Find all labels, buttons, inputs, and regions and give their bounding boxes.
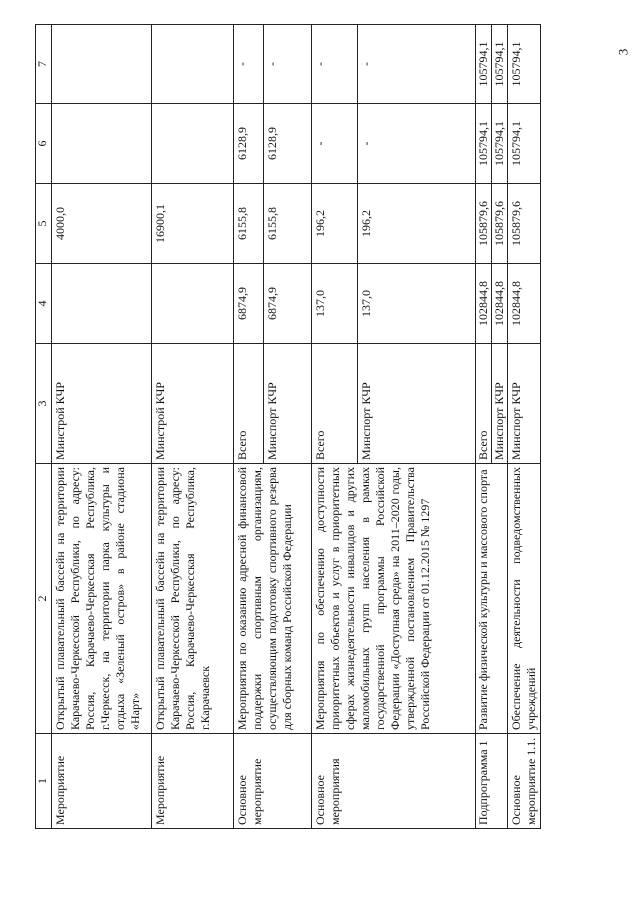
col-header: 4 <box>36 264 52 344</box>
row-value <box>52 25 152 104</box>
row-value: 16900,1 <box>152 184 234 264</box>
row-type: Мероприятие <box>152 734 234 829</box>
row-value: 137,0 <box>358 264 476 344</box>
table-row <box>312 25 358 829</box>
row-value: 6874,9 <box>264 264 312 344</box>
row-executor: Минстрой КЧР <box>52 344 152 464</box>
row-value: 6155,8 <box>264 184 312 264</box>
row-executor: Минспорт КЧР <box>508 344 541 464</box>
row-type: Основное мероприятия <box>312 734 476 829</box>
row-value: 137,0 <box>312 264 358 344</box>
row-value <box>52 104 152 184</box>
rotated-page <box>35 25 570 829</box>
row-executor: Минстрой КЧР <box>152 344 234 464</box>
row-value: 6128,9 <box>234 104 264 184</box>
table-row <box>52 25 152 829</box>
row-description: Развитие физической культуры и массового спорта <box>476 464 508 734</box>
row-value <box>152 264 234 344</box>
table-row <box>152 25 234 829</box>
row-value: - <box>234 25 264 104</box>
table-row <box>508 25 541 829</box>
row-type: Мероприятие <box>52 734 152 829</box>
row-value: - <box>264 25 312 104</box>
budget-table <box>35 24 541 829</box>
row-value: - <box>312 104 358 184</box>
row-value: 102844,8 <box>492 264 508 344</box>
row-executor: Всего <box>476 344 492 464</box>
row-value: 196,2 <box>358 184 476 264</box>
row-value: 6155,8 <box>234 184 264 264</box>
row-executor: Минспорт КЧР <box>492 344 508 464</box>
page-number: 3 <box>615 48 631 56</box>
row-value <box>152 25 234 104</box>
row-description: Обеспечение деятельности подведомственных учреждений <box>508 464 541 734</box>
row-value: 102844,8 <box>476 264 492 344</box>
row-type: Подпрограмма 1 <box>476 734 508 829</box>
row-value: 105879,6 <box>492 184 508 264</box>
row-value: 4000,0 <box>52 184 152 264</box>
row-description: Открытый плавательный бассейн на территории Карачаево-Черкесской Республики, по адресу: Россия, Карачаево-Черкесская Республика, г.Черкесск, на территории парка культуры и отдыха «Зеленый остров» в районе стадиона «Нарт» <box>52 464 152 734</box>
row-value: 6128,9 <box>264 104 312 184</box>
row-value: 105794,1 <box>492 25 508 104</box>
row-value: 105794,1 <box>492 104 508 184</box>
row-type: Основное мероприятие <box>234 734 312 829</box>
row-value: 196,2 <box>312 184 358 264</box>
row-value: - <box>312 25 358 104</box>
row-executor: Минспорт КЧР <box>358 344 476 464</box>
col-header: 2 <box>36 464 52 734</box>
row-description: Мероприятия по оказанию адресной финансовой поддержки спортивным организациям, осуществляющим подготовку спортивного резерва для сборных команд Российской Федерации <box>234 464 312 734</box>
col-header: 6 <box>36 104 52 184</box>
row-value <box>52 264 152 344</box>
row-value: 105879,6 <box>508 184 541 264</box>
col-header: 3 <box>36 344 52 464</box>
table-row <box>476 25 492 829</box>
row-executor: Всего <box>312 344 358 464</box>
row-value: 105794,1 <box>508 104 541 184</box>
row-value: 102844,8 <box>508 264 541 344</box>
col-header: 5 <box>36 184 52 264</box>
row-value: - <box>358 104 476 184</box>
col-header: 1 <box>36 734 52 829</box>
row-description: Открытый плавательный бассейн на территории Карачаево-Черкесской Республики, по адресу: Россия, Карачаево-Черкесская Республика, г.Карачаевск <box>152 464 234 734</box>
row-executor: Всего <box>234 344 264 464</box>
row-type: Основное мероприятие 1.1. <box>508 734 541 829</box>
row-value: 105794,1 <box>508 25 541 104</box>
row-executor: Минспорт КЧР <box>264 344 312 464</box>
row-value: 105794,1 <box>476 104 492 184</box>
header-row <box>36 25 52 829</box>
row-value: - <box>358 25 476 104</box>
row-value <box>152 104 234 184</box>
row-description: Мероприятия по обеспечению доступности приоритетных объектов и услуг в приоритетных сферах жизнедеятельности инвалидов и других маломобильных групп населения в рамках государственной программы Российской Федерации «Доступная среда» на 2011–2020 годы, утвержденной постановлением Правительства Российской Федерации от 01.12.2015 № 1297 <box>312 464 476 734</box>
table-row <box>234 25 264 829</box>
row-value: 105794,1 <box>476 25 492 104</box>
row-value: 6874,9 <box>234 264 264 344</box>
row-value: 105879,6 <box>476 184 492 264</box>
col-header: 7 <box>36 25 52 104</box>
